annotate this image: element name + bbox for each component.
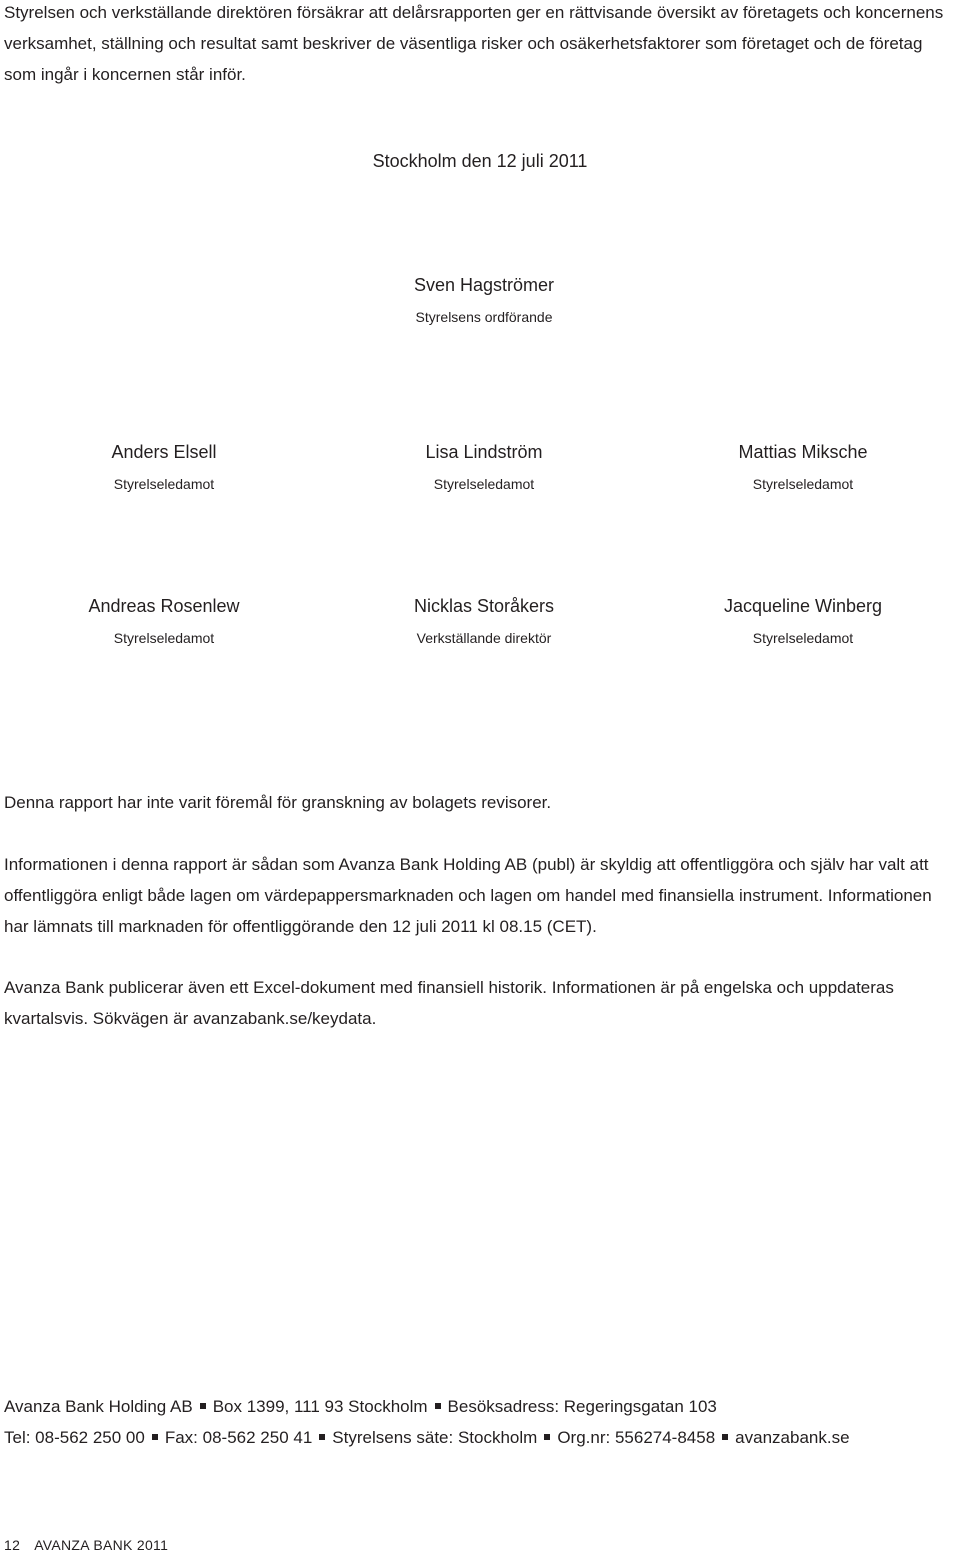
separator-square-icon — [435, 1403, 441, 1409]
excel-note: Avanza Bank publicerar även ett Excel-dokument med finansiell historik. Informationen är på engelska och uppdateras kvartalsvis. Sökvägen är avanzabank.se/keydata. — [4, 978, 894, 1028]
separator-square-icon — [200, 1403, 206, 1409]
signature-block — [643, 595, 960, 647]
signatory-role: Styrelseledamot — [113, 476, 215, 492]
fax: Fax: 08-562 250 41 — [164, 1428, 313, 1447]
audit-note: Denna rapport har inte varit föremål för granskning av bolagets revisorer. — [4, 793, 552, 812]
signature-chair — [324, 274, 644, 326]
signatory-role: Styrelseledamot — [433, 476, 535, 492]
separator-square-icon — [319, 1434, 325, 1440]
company-address-line — [4, 1396, 717, 1418]
signatory-name: Sven Hagströmer — [413, 275, 555, 295]
signatory-role: Styrelseledamot — [113, 630, 215, 646]
separator-square-icon — [152, 1434, 158, 1440]
page-number: 12 — [4, 1537, 21, 1553]
signatory-name: Nicklas Storåkers — [413, 596, 555, 616]
board-seat: Styrelsens säte: Stockholm — [332, 1428, 538, 1447]
company-contact-line — [4, 1427, 850, 1449]
signature-block — [324, 441, 644, 493]
signatory-name: Anders Elsell — [111, 442, 217, 462]
signatory-name: Andreas Rosenlew — [88, 596, 240, 616]
website: avanzabank.se — [735, 1428, 850, 1447]
signature-block — [4, 441, 324, 493]
signature-block — [643, 441, 960, 493]
signatory-name: Lisa Lindström — [425, 442, 543, 462]
signatory-role: Styrelsens ordförande — [415, 309, 553, 325]
signatory-role: Styrelseledamot — [752, 630, 854, 646]
org-number: Org.nr: 556274-8458 — [557, 1428, 716, 1447]
signatory-name: Jacqueline Winberg — [723, 596, 883, 616]
report-label: AVANZA BANK 2011 — [34, 1537, 169, 1553]
signature-block — [4, 595, 324, 647]
signatory-name: Mattias Miksche — [738, 442, 868, 462]
signature-block — [324, 595, 644, 647]
visiting-address: Besöksadress: Regeringsgatan 103 — [447, 1397, 717, 1416]
phone: Tel: 08-562 250 00 — [4, 1428, 145, 1447]
disclosure-note: Informationen i denna rapport är sådan som Avanza Bank Holding AB (publ) är skyldig att offentliggöra och själv har valt att offentliggöra enligt både lagen om värdepappersmarknaden och lagen om handel med finansiella instrument. Informationen har lämnats till marknaden för offentliggörande den 12 juli 2011 kl 08.15 (CET). — [4, 855, 932, 936]
intro-paragraph: Styrelsen och verkställande direktören försäkrar att delårsrapporten ger en rättvisande översikt av företagets och koncernens verksamhet, ställning och resultat samt beskriver de väsentliga risker och osäkerhetsfaktorer som företaget och de företag som ingår i koncernen står inför. — [4, 3, 944, 84]
page-footer — [4, 1536, 168, 1554]
signatory-role: Verkställande direktör — [416, 630, 552, 646]
place-and-date: Stockholm den 12 juli 2011 — [372, 151, 588, 171]
company-name: Avanza Bank Holding AB — [4, 1397, 193, 1416]
separator-square-icon — [722, 1434, 728, 1440]
signatory-role: Styrelseledamot — [752, 476, 854, 492]
postal-address: Box 1399, 111 93 Stockholm — [212, 1397, 428, 1416]
separator-square-icon — [544, 1434, 550, 1440]
